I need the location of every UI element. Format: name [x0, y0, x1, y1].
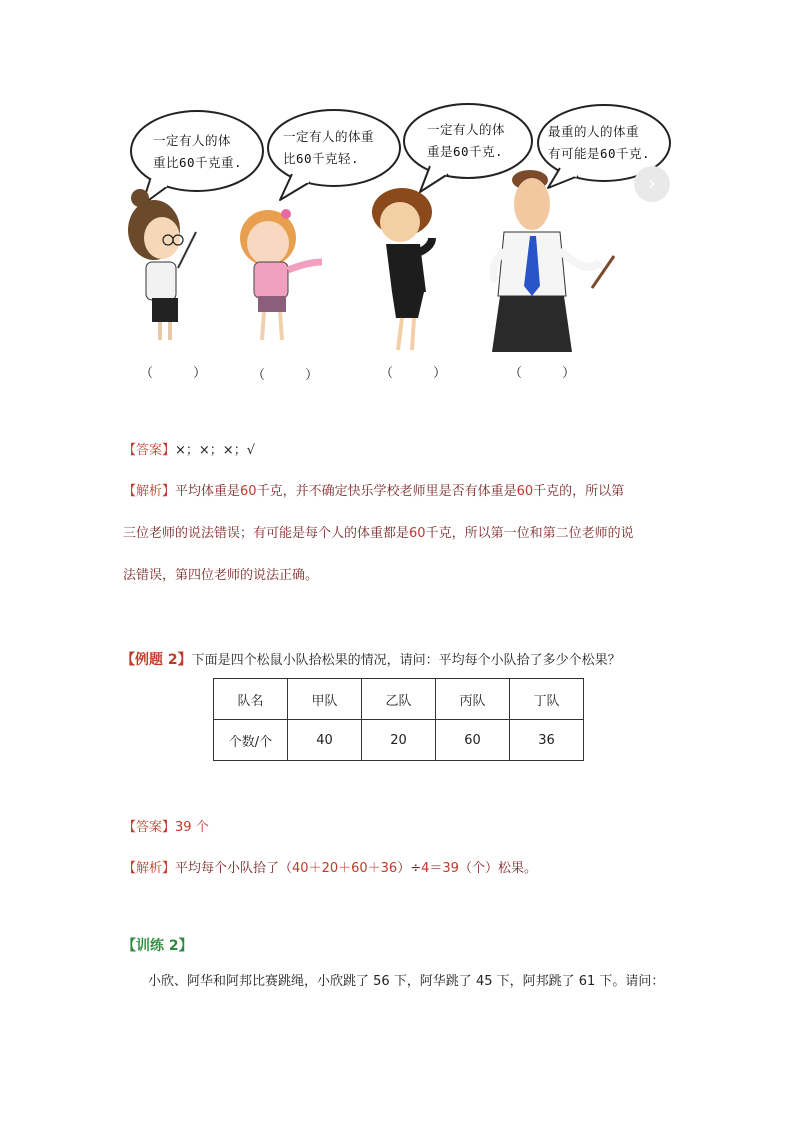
bubble-2-line-1: 一定有人的体重: [283, 129, 375, 144]
answer-1: [123, 441, 255, 461]
example-2-tag: 【例题 2】: [121, 652, 192, 668]
bubble-2-text: [283, 126, 374, 170]
analysis-2-divisor: 4: [421, 861, 430, 876]
bubble-3-text: [427, 119, 505, 163]
answer-paren-1: （ ）: [140, 366, 225, 381]
bubble-2-line-2: 比60千克轻.: [283, 151, 360, 166]
analysis-1-text-a: 平均体重是: [175, 484, 241, 499]
bubble-1-text: [153, 130, 242, 174]
table-cell: 20: [362, 720, 436, 761]
table-row: [214, 720, 584, 761]
bubble-4-line-1: 最重的人的体重: [548, 124, 640, 139]
answer-2: [123, 818, 209, 838]
table-cell: 乙队: [362, 679, 436, 720]
analysis-2-text-c: （个）松果。: [458, 861, 537, 876]
training-2-heading: [122, 935, 193, 955]
analysis-1-text-f: 法错误，第四位老师的说法正确。: [123, 568, 319, 583]
chevron-right-icon: ›: [648, 171, 656, 195]
illustration-canvas: [0, 0, 794, 400]
teacher-1-figure: [128, 189, 196, 340]
training-2-question: 小欣、阿华和阿邦比赛跳绳，小欣跳了 56 下，阿华跳了 45 下，阿邦跳了 61 下。请问：: [148, 974, 665, 989]
training-2-tag: 【训练 2】: [122, 938, 193, 954]
analysis-1-line-2: [123, 524, 634, 544]
table-cell: 36: [510, 720, 584, 761]
table-cell: 60: [436, 720, 510, 761]
table-cell: 丁队: [510, 679, 584, 720]
analysis-2-equals: ＝: [429, 861, 443, 876]
teacher-4-figure: [492, 170, 614, 352]
bubble-4-line-2: 有可能是60千克.: [548, 146, 651, 161]
analysis-1-number-b: 60: [516, 484, 534, 499]
answer-paren-3: （ ）: [380, 366, 465, 381]
table-cell: 队名: [214, 679, 288, 720]
answer-1-text: ×；×；×；√: [175, 443, 255, 458]
answer-2-tag: 【答案】: [123, 820, 176, 835]
analysis-2-text-b: ）÷: [397, 861, 422, 876]
analysis-1-text-c: 千克的，所以第: [533, 484, 625, 499]
table-cell: 丙队: [436, 679, 510, 720]
example-2-question: 下面是四个松鼠小队拾松果的情况，请问：平均每个小队拾了多少个松果？: [191, 653, 621, 668]
next-arrow-button[interactable]: [634, 166, 670, 202]
analysis-1-text-b: 千克，并不确定快乐学校老师里是否有体重是: [256, 484, 517, 499]
analysis-1-text-e: 千克，所以第一位和第二位老师的说: [425, 526, 634, 541]
teacher-2-figure: [240, 209, 322, 340]
analysis-1-number-c: 60: [409, 526, 426, 541]
answer-paren-2: （ ）: [252, 368, 337, 383]
table-cell: 甲队: [288, 679, 362, 720]
bubble-3-line-1: 一定有人的体: [427, 122, 506, 137]
table-header-row: [214, 679, 584, 720]
bubble-1-line-2: 重比60千克重.: [153, 155, 243, 170]
example-2-heading: [121, 650, 621, 671]
answer-1-tag: 【答案】: [123, 443, 176, 458]
analysis-1-number-a: 60: [240, 484, 257, 499]
analysis-1-line-1: [123, 482, 624, 502]
analysis-2-expression: 40＋20＋60＋36: [292, 861, 398, 876]
analysis-2-tag: 【解析】: [123, 861, 176, 876]
answer-2-value: 39: [175, 820, 192, 835]
answer-2-unit: 个: [195, 820, 209, 835]
analysis-2-text-a: 平均每个小队拾了（: [175, 861, 293, 876]
table-cell: 40: [288, 720, 362, 761]
analysis-1-tag: 【解析】: [123, 484, 176, 499]
bubble-1-line-1: 一定有人的体: [153, 133, 232, 148]
analysis-2: [123, 859, 537, 879]
table-cell: 个数/个: [214, 720, 288, 761]
analysis-1-line-3: [123, 566, 318, 586]
bubble-3-line-2: 重是60千克.: [427, 144, 504, 159]
analysis-1-text-d: 三位老师的说法错误；有可能是每个人的体重都是: [123, 526, 410, 541]
bubble-4-text: [548, 121, 650, 165]
answer-paren-4: （ ）: [509, 366, 594, 381]
analysis-2-result: 39: [442, 861, 459, 876]
teacher-3-figure: [372, 188, 432, 350]
squirrel-team-table: [213, 678, 584, 761]
